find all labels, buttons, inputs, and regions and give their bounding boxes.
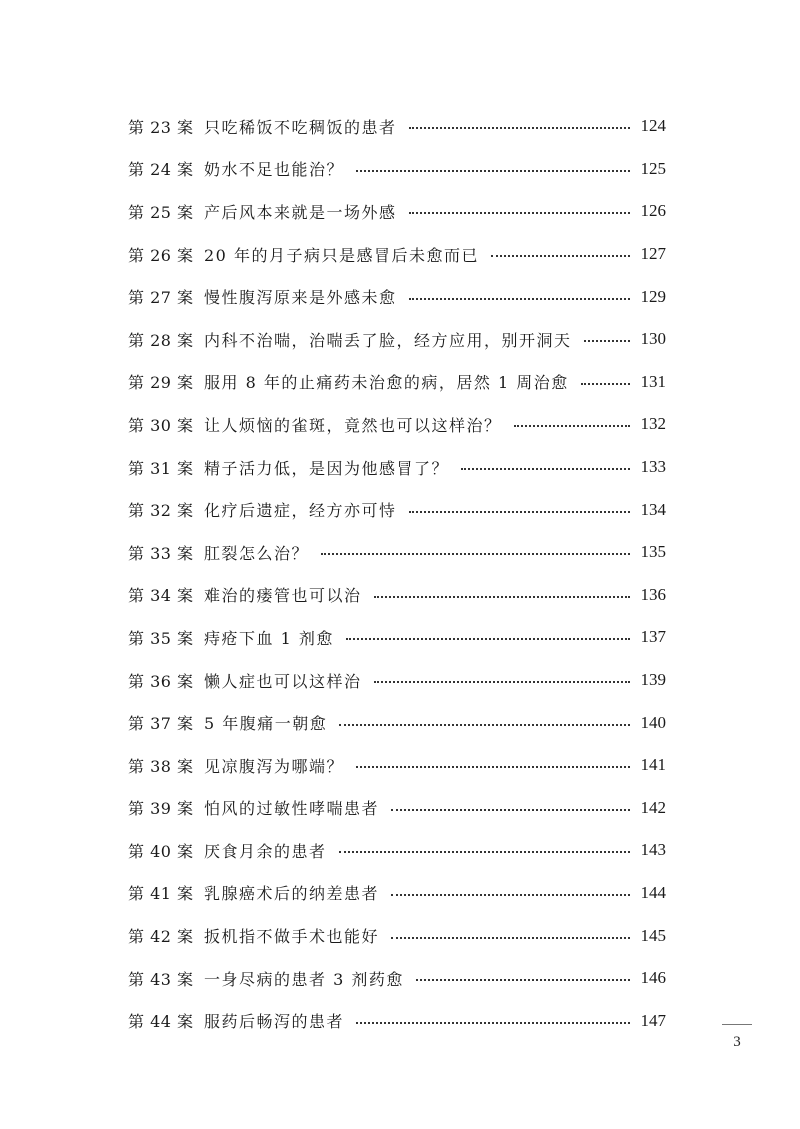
dot-leader xyxy=(356,1022,630,1024)
case-number: 第 34 案 xyxy=(128,586,194,606)
case-number: 第 43 案 xyxy=(128,969,194,989)
toc-entry[interactable] xyxy=(128,872,666,915)
case-title: 难治的瘘管也可以治 xyxy=(204,586,362,606)
toc-entry[interactable] xyxy=(128,744,666,787)
page-number: 134 xyxy=(640,499,666,519)
page-number: 147 xyxy=(640,1010,666,1030)
case-title: 产后风本来就是一场外感 xyxy=(204,202,397,222)
dot-leader xyxy=(409,511,630,513)
page-number: 135 xyxy=(640,542,666,562)
dot-leader xyxy=(514,425,630,427)
toc-entry[interactable] xyxy=(128,105,666,148)
toc-entry[interactable] xyxy=(128,659,666,702)
dot-leader xyxy=(491,255,630,257)
page-number: 136 xyxy=(640,584,666,604)
dot-leader xyxy=(581,383,630,385)
case-title: 精子活力低，是因为他感冒了？ xyxy=(204,458,450,478)
footer-rule xyxy=(722,1024,752,1025)
toc-entry[interactable] xyxy=(128,403,666,446)
case-number: 第 37 案 xyxy=(128,714,194,734)
page-number: 129 xyxy=(640,286,666,306)
case-title: 内科不治喘，治喘丢了脸，经方应用，别开洞天 xyxy=(204,330,572,350)
toc-entry[interactable] xyxy=(128,829,666,872)
case-number: 第 30 案 xyxy=(128,415,194,435)
case-title: 扳机指不做手术也能好 xyxy=(204,927,380,947)
dot-leader xyxy=(346,638,630,640)
toc-entry[interactable] xyxy=(128,701,666,744)
toc-entry[interactable] xyxy=(128,446,666,489)
case-title: 厌食月余的患者 xyxy=(204,841,327,861)
toc-entry[interactable] xyxy=(128,233,666,276)
case-title: 化疗后遗症，经方亦可恃 xyxy=(204,501,397,521)
dot-leader xyxy=(339,724,630,726)
case-title: 服药后畅泻的患者 xyxy=(204,1012,345,1032)
case-number: 第 35 案 xyxy=(128,628,194,648)
dot-leader xyxy=(321,553,630,555)
dot-leader xyxy=(416,979,630,981)
case-number: 第 25 案 xyxy=(128,202,194,222)
table-of-contents xyxy=(128,105,666,1042)
case-title: 奶水不足也能治？ xyxy=(204,160,345,180)
case-number: 第 39 案 xyxy=(128,799,194,819)
dot-leader xyxy=(391,894,630,896)
toc-entry[interactable] xyxy=(128,914,666,957)
dot-leader xyxy=(391,809,630,811)
case-title: 只吃稀饭不吃稠饭的患者 xyxy=(204,117,397,137)
case-number: 第 31 案 xyxy=(128,458,194,478)
case-number: 第 36 案 xyxy=(128,671,194,691)
case-title: 见凉腹泻为哪端？ xyxy=(204,756,345,776)
page-number: 140 xyxy=(640,712,666,732)
dot-leader xyxy=(584,340,630,342)
dot-leader xyxy=(356,766,630,768)
page-number: 127 xyxy=(640,244,666,264)
page-number: 130 xyxy=(640,329,666,349)
dot-leader xyxy=(339,851,630,853)
case-number: 第 27 案 xyxy=(128,288,194,308)
page-number: 131 xyxy=(640,371,666,391)
case-title: 20 年的月子病只是感冒后未愈而已 xyxy=(204,245,479,265)
dot-leader xyxy=(409,212,630,214)
case-title: 乳腺癌术后的纳差患者 xyxy=(204,884,380,904)
dot-leader xyxy=(391,937,630,939)
toc-entry[interactable] xyxy=(128,318,666,361)
case-title: 5 年腹痛一朝愈 xyxy=(204,714,328,734)
toc-entry[interactable] xyxy=(128,787,666,830)
toc-entry[interactable] xyxy=(128,574,666,617)
case-title: 懒人症也可以这样治 xyxy=(204,671,362,691)
toc-entry[interactable] xyxy=(128,957,666,1000)
case-title: 一身尽病的患者 3 剂药愈 xyxy=(204,969,404,989)
page-number: 141 xyxy=(640,755,666,775)
page-number: 143 xyxy=(640,840,666,860)
case-title: 怕风的过敏性哮喘患者 xyxy=(204,799,380,819)
dot-leader xyxy=(374,681,630,683)
page-number: 124 xyxy=(640,116,666,136)
case-number: 第 24 案 xyxy=(128,160,194,180)
case-number: 第 40 案 xyxy=(128,841,194,861)
page-number: 133 xyxy=(640,457,666,477)
dot-leader xyxy=(409,127,630,129)
toc-entry[interactable] xyxy=(128,488,666,531)
toc-entry[interactable] xyxy=(128,190,666,233)
case-number: 第 32 案 xyxy=(128,501,194,521)
case-number: 第 28 案 xyxy=(128,330,194,350)
page-number: 126 xyxy=(640,201,666,221)
case-number: 第 26 案 xyxy=(128,245,194,265)
case-number: 第 44 案 xyxy=(128,1012,194,1032)
page-number: 144 xyxy=(640,882,666,902)
toc-entry[interactable] xyxy=(128,275,666,318)
case-title: 痔疮下血 1 剂愈 xyxy=(204,628,334,648)
case-title: 让人烦恼的雀斑，竟然也可以这样治？ xyxy=(204,415,502,435)
case-number: 第 23 案 xyxy=(128,117,194,137)
page-number: 132 xyxy=(640,414,666,434)
folio-page-number: 3 xyxy=(733,1034,741,1050)
case-number: 第 29 案 xyxy=(128,373,194,393)
page-number: 145 xyxy=(640,925,666,945)
page-number: 139 xyxy=(640,670,666,690)
toc-entry[interactable] xyxy=(128,616,666,659)
dot-leader xyxy=(356,170,630,172)
toc-entry[interactable] xyxy=(128,148,666,191)
page-number: 125 xyxy=(640,158,666,178)
case-title: 肛裂怎么治？ xyxy=(204,543,310,563)
toc-entry[interactable] xyxy=(128,361,666,404)
case-title: 慢性腹泻原来是外感未愈 xyxy=(204,288,397,308)
toc-entry[interactable] xyxy=(128,531,666,574)
toc-entry[interactable] xyxy=(128,999,666,1042)
case-number: 第 42 案 xyxy=(128,927,194,947)
dot-leader xyxy=(461,468,630,470)
page-number: 146 xyxy=(640,968,666,988)
dot-leader xyxy=(409,298,630,300)
case-number: 第 38 案 xyxy=(128,756,194,776)
case-title: 服用 8 年的止痛药未治愈的病，居然 1 周治愈 xyxy=(204,373,569,393)
page-number: 137 xyxy=(640,627,666,647)
page-number: 142 xyxy=(640,797,666,817)
case-number: 第 33 案 xyxy=(128,543,194,563)
case-number: 第 41 案 xyxy=(128,884,194,904)
dot-leader xyxy=(374,596,630,598)
